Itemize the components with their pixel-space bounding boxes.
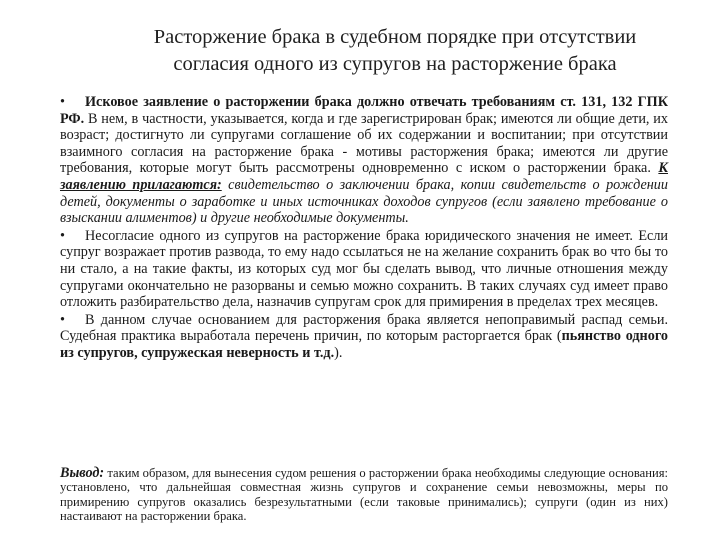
conclusion-label: Вывод: <box>60 465 105 481</box>
bullet-item-disagreement <box>60 228 668 311</box>
bullet-item-grounds <box>60 312 668 362</box>
claim-requirements-heading: Исковое заявление о расторжении брака должно отвечать требованиям ст. 131, 132 ГПК РФ. <box>60 94 668 127</box>
claim-details-text: В нем, в частности, указывается, когда и где зарегистрирован брак; имеются ли общие дети, их возраст; достигнуто ли супругами соглашение об их содержании и воспитании; при отсутствии взаимного согласия на расторжение брака - мотивы расторжения брака; имеются ли другие требования, которые могут быть рассмотрены одновременно с иском о расторжении брака. <box>60 110 668 177</box>
grounds-text: В данном случае основанием для расторжения брака является непоправимый распад семьи. Судебная практика выработала перечень причин, по которым расторгается брак ( <box>60 311 668 345</box>
grounds-text-end: ). <box>334 344 343 361</box>
slide-body <box>60 94 668 363</box>
title-line-1: Расторжение брака в судебном порядке при отсутствии <box>153 26 637 48</box>
title-line-2: согласия одного из супругов на расторжение брака <box>173 53 617 75</box>
disagreement-text: Несогласие одного из супругов на расторжение брака юридического значения не имеет. Если супруг возражает против развода, то ему надо ссылаться не на желание сохранить брак во что бы то ни стало, а на такие факты, из которых суд мог бы сделать вывод, что личные отношения между супругами окончательно не разорваны и семью можно сохранить. В таких случаях суд имеет право отложить разбирательство дела, назначив супругам срок для примирения в пределах трех месяцев. <box>60 227 668 311</box>
conclusion-text: таким образом, для вынесения судом решения о расторжении брака необходимы следующие основания: установлено, что дальнейшая совместная жизнь супругов и сохранение семьи невозможны, меры по примирению супругов оказались безрезультатными (если таковые принимались); супруги (один из них) настаивают на расторжении брака. <box>60 466 668 524</box>
bullet-marker: • <box>60 227 65 244</box>
grounds-reasons-bold: пьянство одного из супругов, супружеская неверность и т.д. <box>60 328 669 361</box>
bullet-item-claim <box>60 94 668 227</box>
attachments-text: свидетельство о заключении брака, копии свидетельств о рождении детей, документы о заработке и иных источниках доходов супругов (если заявлено требование о взыскании алиментов) и другие необходимые документы. <box>60 176 668 227</box>
slide-title <box>95 24 695 78</box>
bullet-marker: • <box>60 94 65 110</box>
conclusion-block <box>60 466 668 524</box>
bullet-marker: • <box>60 311 65 328</box>
attachments-label: К заявлению прилагаются: <box>60 160 668 193</box>
